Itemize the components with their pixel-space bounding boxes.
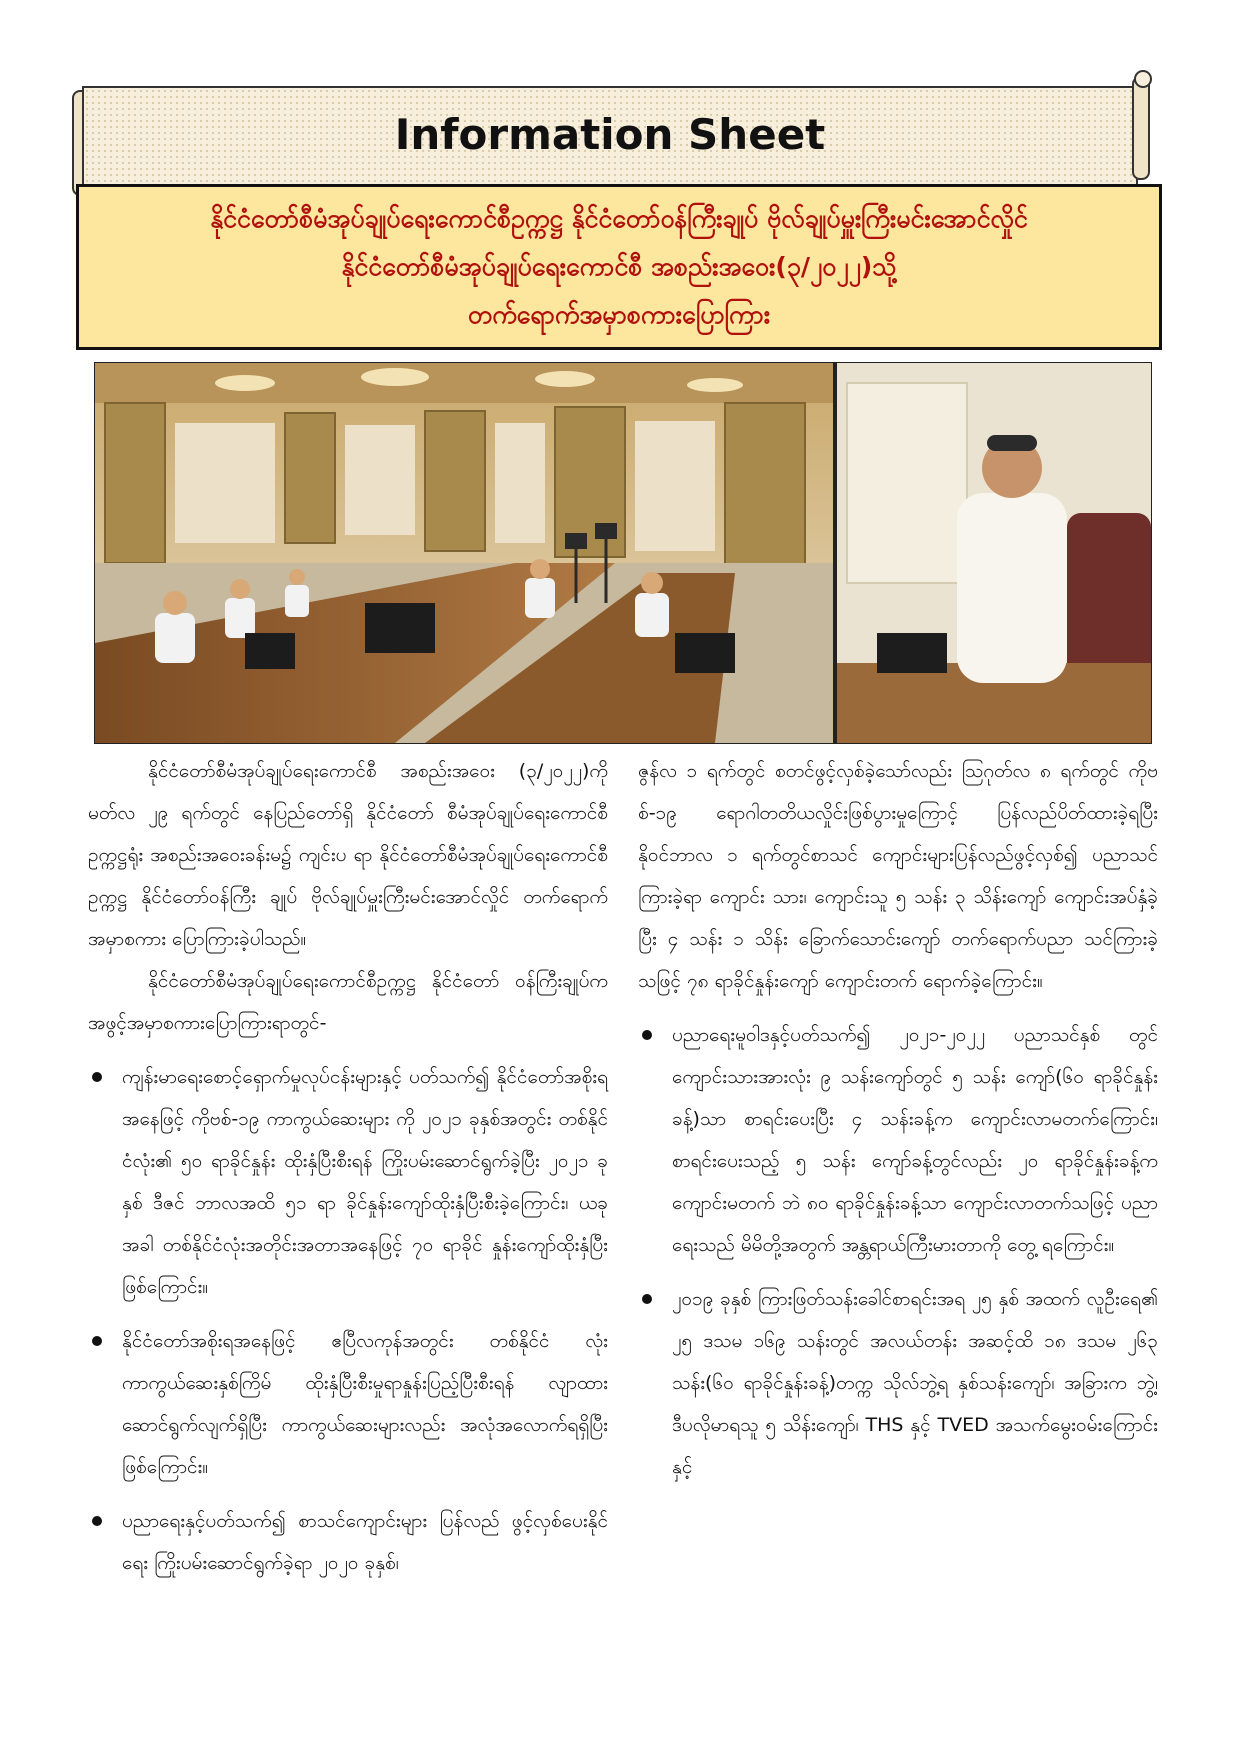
- left-column: [88, 750, 608, 1584]
- bullet-education-policy: ပညာရေးမူဝါဒနှင့်ပတ်သက်၍ ၂၀၂၁-၂၀၂၂ ပညာသင်နှစ် တွင် ကျောင်းသားအားလုံး ၉ သန်းကျော်တွင် ၅ သန်း ကျော်(၆၀ ရာခိုင်နှုန်းခန့်)သာ စာရင်းပေးပြီး ၄ သန်းခန့်က ကျောင်းလာမတက်ကြောင်း၊ စာရင်းပေးသည့် ၅ သန်း ကျော်ခန့်တွင်လည်း ၂၀ ရာခိုင်နှုန်းခန့်က ကျောင်းမတက် ဘဲ ၈၀ ရာခိုင်နှုန်းခန့်သာ ကျောင်းလာတက်သဖြင့် ပညာ ရေးသည် မိမိတို့အတွက် အန္တရာယ်ကြီးမားတာကို တွေ့ ရကြောင်း။: [638, 1014, 1158, 1266]
- headline-line-2: နိုင်ငံတော်စီမံအုပ်ချုပ်ရေးကောင်စီ အစည်းအဝေး(၃/၂၀၂၂)သို့: [341, 252, 897, 281]
- school-reopening-continued: ဇွန်လ ၁ ရက်တွင် စတင်ဖွင့်လှစ်ခဲ့သော်လည်း ဩဂုတ်လ ၈ ရက်တွင် ကိုဗစ်-၁၉ ရောဂါတတိယလှိုင်းဖြစ်ပွားမှုကြောင့် ပြန်လည်ပိတ်ထားခဲ့ရပြီး နိုဝင်ဘာလ ၁ ရက်တွင်စာသင် ကျောင်းများပြန်လည်ဖွင့်လှစ်၍ ပညာသင်ကြားခဲ့ရာ ကျောင်း သား၊ ကျောင်းသူ ၅ သန်း ၃ သိန်းကျော် ကျောင်းအပ်နှံခဲ့ပြီး ၄ သန်း ၁ သိန်း ခြောက်သောင်းကျော် တက်ရောက်ပညာ သင်ကြားခဲ့သဖြင့် ၇၈ ရာခိုင်နှုန်းကျော် ကျောင်းတက် ရောက်ခဲ့ကြောင်း။: [638, 760, 1158, 992]
- headline-line-3: တက်ရောက်အမှာစကားပြောကြား: [467, 300, 771, 329]
- headline-line-1: နိုင်ငံတော်စီမံအုပ်ချုပ်ရေးကောင်စီဥက္ကဋ္ဌ နိုင်ငံတော်ဝန်ကြီးချုပ် ဗိုလ်ချုပ်မှူးကြီးမင်းအောင်လှိုင်: [210, 204, 1028, 233]
- scroll-body: [82, 86, 1138, 186]
- scroll-curl-right: [1132, 76, 1150, 180]
- bullet-census-education: ၂၀၁၉ ခုနှစ် ကြားဖြတ်သန်းခေါင်စာရင်းအရ ၂၅ နှစ် အထက် လူဦးရေ၏ ၂၅ ဒသမ ၁၆၉ သန်းတွင် အလယ်တန်း အဆင့်ထိ ၁၈ ဒသမ ၂၆၃ သန်း(၆၀ ရာခိုင်နှုန်းခန့်)တက္က သိုလ်ဘွဲ့ရ နှစ်သန်းကျော်၊ အခြားက ဘွဲ့၊ ဒီပလိုမာရသူ ၅ သိန်းကျော်၊ THS နှင့် TVED အသက်မွေးဝမ်းကြောင်းနှင့်: [638, 1278, 1158, 1488]
- bullet-vaccination-target: နိုင်ငံတော်အစိုးရအနေဖြင့် ဧပြီလကုန်အတွင်း တစ်နိုင်ငံ လုံးကာကွယ်ဆေးနှစ်ကြိမ် ထိုးနှံပြီးစီးမှုရာနှုန်းပြည့်ပြီးစီးရန် လျာထားဆောင်ရွက်လျက်ရှိပြီး ကာကွယ်ဆေးများလည်း အလုံအလောက်ရရှိပြီးဖြစ်ကြောင်း။: [88, 1320, 608, 1488]
- photo-strip: [94, 362, 1152, 744]
- speaker-photo: [837, 363, 1151, 743]
- intro-paragraph: နိုင်ငံတော်စီမံအုပ်ချုပ်ရေးကောင်စီ အစည်းအဝေး (၃/၂၀၂၂)ကို မတ်လ ၂၉ ရက်တွင် နေပြည်တော်ရှိ နိုင်ငံတော် စီမံအုပ်ချုပ်ရေးကောင်စီဥက္ကဋ္ဌရုံး အစည်းအဝေးခန်းမ၌ ကျင်းပ ရာ နိုင်ငံတော်စီမံအုပ်ချုပ်ရေးကောင်စီဥက္ကဋ္ဌ နိုင်ငံတော်ဝန်ကြီး ချုပ် ဗိုလ်ချုပ်မှူးကြီးမင်းအောင်လှိုင် တက်ရောက်အမှာစကား ပြောကြားခဲ့ပါသည်။: [88, 760, 608, 950]
- info-sheet-banner: [72, 86, 1152, 186]
- speech-intro-paragraph: နိုင်ငံတော်စီမံအုပ်ချုပ်ရေးကောင်စီဥက္ကဋ္ဌ နိုင်ငံတော် ဝန်ကြီးချုပ်က အဖွင့်အမှာစကားပြောကြားရာတွင်-: [88, 970, 608, 1034]
- bullet-vaccination-progress: ကျန်းမာရေးစောင့်ရှောက်မှုလုပ်ငန်းများနှင့် ပတ်သက်၍ နိုင်ငံတော်အစိုးရအနေဖြင့် ကိုဗစ်-၁၉ ကာကွယ်ဆေးများ ကို ၂၀၂၁ ခုနှစ်အတွင်း တစ်နိုင်ငံလုံး၏ ၅၀ ရာခိုင်နှုန်း ထိုးနှံပြီးစီးရန် ကြိုးပမ်းဆောင်ရွက်ခဲ့ပြီး ၂၀၂၁ ခုနှစ် ဒီဇင် ဘာလအထိ ၅၁ ရာ ခိုင်နှုန်းကျော်ထိုးနှံပြီးစီးခဲ့ကြောင်း၊ ယခုအခါ တစ်နိုင်ငံလုံးအတိုင်းအတာအနေဖြင့် ၇၀ ရာခိုင် နှုန်းကျော်ထိုးနှံပြီးဖြစ်ကြောင်း။: [88, 1056, 608, 1308]
- banner-title: Information Sheet: [394, 110, 826, 159]
- meeting-hall-photo: [95, 363, 833, 743]
- scroll-knob: [1134, 70, 1152, 88]
- right-column: [638, 750, 1158, 1488]
- headline-box: [76, 184, 1162, 350]
- bullet-school-reopening: ပညာရေးနှင့်ပတ်သက်၍ စာသင်ကျောင်းများ ပြန်လည် ဖွင့်လှစ်ပေးနိုင်ရေး ကြိုးပမ်းဆောင်ရွက်ခဲ့ရာ ၂၀၂၀ ခုနှစ်၊: [88, 1500, 608, 1584]
